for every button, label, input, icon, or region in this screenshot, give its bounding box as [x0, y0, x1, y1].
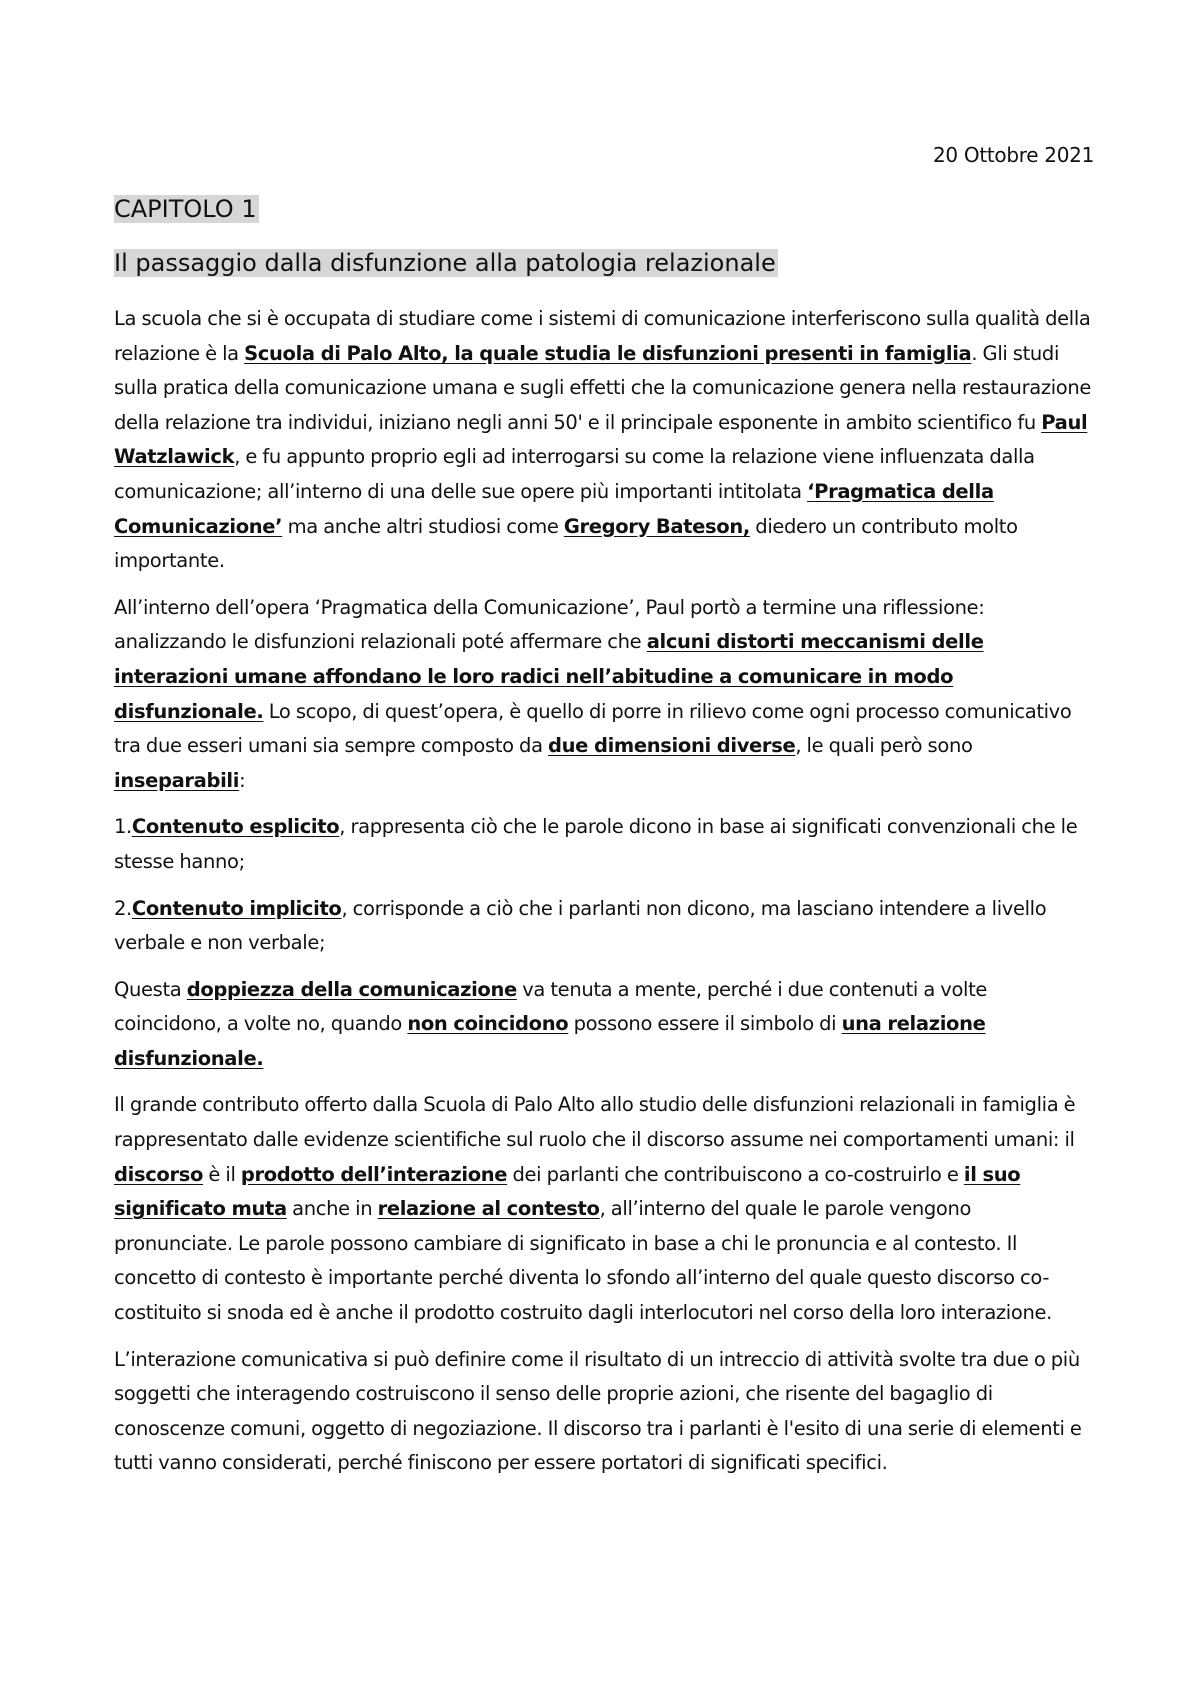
text-run: : [239, 768, 246, 792]
document-page [114, 140, 1094, 1481]
text-run: è il [203, 1162, 241, 1186]
emphasized-text: alcuni distorti meccanismi delle interazioni umane affondano le loro radici nell’abitudine a comunicare in modo disfunzionale. [114, 630, 984, 723]
text-run: . Gli studi sulla pratica della comunicazione umana e sugli effetti che la comunicazione genera nella restaurazione della relazione tra individui, iniziano negli anni 50' e il principale esponente in ambito scientifico fu [114, 341, 1092, 434]
emphasized-text: ‘Pragmatica della Comunicazione’ [114, 479, 994, 538]
emphasized-text: prodotto dell’interazione [240, 1162, 508, 1186]
emphasized-text: Gregory Bateson, [563, 514, 750, 538]
emphasized-text: il suo significato muta [114, 1162, 1021, 1221]
text-run: , corrisponde a ciò che i parlanti non dicono, ma lasciano intendere a livello verbale e non verbale; [114, 896, 1047, 955]
text-run: 2. [114, 896, 132, 920]
emphasized-text: doppiezza della comunicazione [186, 977, 517, 1001]
emphasized-text: inseparabili [114, 768, 240, 792]
text-run: , rappresenta ciò che le parole dicono in base ai significati convenzionali che le stesse hanno; [114, 815, 1078, 873]
body-paragraph [114, 591, 1094, 799]
text-run: anche in [286, 1197, 378, 1221]
emphasized-text: due dimensioni diverse [548, 734, 796, 758]
text-run: va tenuta a mente, perché i due contenuti a volte coincidono, a volte no, quando [114, 977, 988, 1036]
text-run: ma anche altri studiosi come [282, 514, 564, 538]
text-run: All’interno dell’opera ‘Pragmatica della Comunicazione’, Paul portò a termine una riflessione: analizzando le disfunzioni relazionali poté affermare che [114, 595, 985, 654]
emphasized-text: una relazione disfunzionale. [114, 1012, 986, 1070]
text-run: diedero un contributo molto importante. [114, 514, 1018, 573]
chapter-heading-text: CAPITOLO 1 [114, 195, 257, 223]
emphasized-text: relazione al contesto [377, 1197, 600, 1221]
body-paragraph [114, 892, 1094, 961]
emphasized-text: Paul Watzlawick [114, 410, 1088, 469]
text-run: 1. [114, 815, 132, 839]
text-run: L’interazione comunicativa si può definire come il risultato di un intreccio di attività svolte tra due o più soggetti che interagendo costruiscono il senso delle proprie azioni, che risente del bagaglio di conoscenze comuni, oggetto di negoziazione. Il discorso tra i parlanti è l'esito di una serie di elementi e tutti vanno considerati, perché finiscono per essere portatori di significati specifici. [114, 1347, 1082, 1475]
text-run: , all’interno del quale le parole vengono pronunciate. Le parole possono cambiare di significato in base a chi le pronuncia e al contesto. Il concetto di contesto è importante perché diventa lo sfondo all’interno del quale questo discorso co-costituito si snoda ed è anche il prodotto costruito dagli interlocutori nel corso della loro interazione. [114, 1197, 1052, 1325]
text-run: possono essere il simbolo di [568, 1012, 842, 1036]
text-run: , le quali però sono [795, 734, 973, 758]
text-run: Lo scopo, di quest’opera, è quello di porre in rilievo come ogni processo comunicativo tra due esseri umani sia sempre composto da [114, 699, 1072, 758]
emphasized-text: discorso [114, 1162, 204, 1186]
document-date: 20 Ottobre 2021 [932, 143, 1094, 167]
body-paragraph [114, 1088, 1094, 1330]
body-paragraph [114, 973, 1094, 1077]
text-run: La scuola che si è occupata di studiare come i sistemi di comunicazione interferiscono sulla qualità della relazione è la [114, 307, 1091, 365]
section-title [114, 246, 1094, 280]
emphasized-text: Contenuto esplicito [131, 815, 340, 839]
body-paragraph [114, 302, 1094, 579]
text-run: Il grande contributo offerto dalla Scuola di Palo Alto allo studio delle disfunzioni relazionali in famiglia è rappresentato dalle evidenze scientifiche sul ruolo che il discorso assume nei comportamenti umani: il [114, 1093, 1076, 1152]
document-body [114, 302, 1094, 1481]
emphasized-text: Scuola di Palo Alto, la quale studia le disfunzioni presenti in famiglia [244, 341, 972, 365]
body-paragraph [114, 810, 1094, 879]
text-run: dei parlanti che contribuiscono a co-costruirlo e [507, 1162, 964, 1186]
emphasized-text: non coincidono [407, 1012, 569, 1036]
chapter-heading [114, 192, 1094, 226]
text-run: Questa [114, 977, 187, 1001]
section-title-text: Il passaggio dalla disfunzione alla patologia relazionale [114, 249, 776, 277]
text-run: , e fu appunto proprio egli ad interrogarsi su come la relazione viene influenzata dalla comunicazione; all’interno di una delle sue opere più importanti intitolata [114, 445, 1035, 503]
emphasized-text: Contenuto implicito [131, 896, 342, 920]
body-paragraph [114, 1343, 1094, 1481]
